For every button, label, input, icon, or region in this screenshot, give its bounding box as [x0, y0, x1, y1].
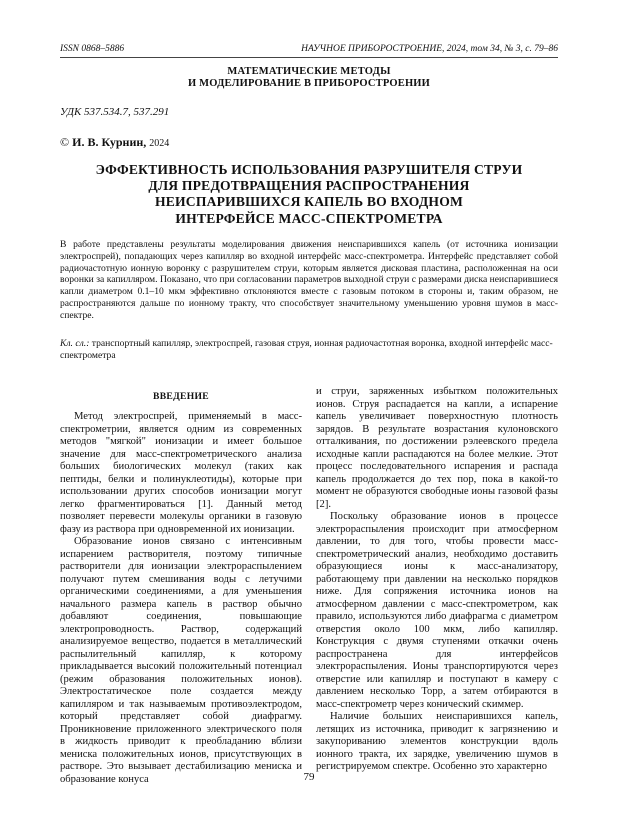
udc-code: УДК 537.534.7, 537.291	[60, 106, 170, 118]
author-year: 2024	[149, 138, 170, 149]
page-number: 79	[303, 771, 315, 783]
abstract: В работе представлены результаты моделирования движения неиспарившихся капель (от источника ионизации электроспрей), попадающих через капилляр во входной интерфейс масс-спектрометра. Интерфейс представляет собой радиочастотную ионную воронку с разрушителем струи, которым является дисковая пластина, расположенная на оси воронки за капилляром. Показано, что при согласовании параметров выходной струи с размерами диска неиспарившиеся капли диаметром 0.1–10 мкм эффективно отклоняются вместе с газовым потоком в стороны и, таким образом, не распространяются дальше по ионному тракту, что способствует значительному уменьшению уровня шумов в масс-спектре.	[60, 239, 558, 321]
header-rule	[60, 57, 558, 58]
keywords	[60, 338, 558, 362]
paragraph: и струи, заряженных избытком положительных ионов. Струя распадается на капли, а испарение капель увеличивает поверхностную плотность зарядов. В результате возрастания кулоновского отталкивания, по достижении рэлеевского предела исходные капли распадаются на более мелкие. Этот процесс последовательного испарения и распада капель продолжается до тех пор, пока в какой-то момент не образуются свободные ионы газовой фазы [2].	[316, 386, 558, 510]
copyright-icon: ©	[60, 135, 70, 149]
right-column	[316, 386, 558, 774]
section-heading-line-1: МАТЕМАТИЧЕСКИЕ МЕТОДЫ	[227, 66, 391, 77]
author-line	[60, 135, 169, 150]
paragraph: Наличие больших неиспарившихся капель, летящих из источника, приводит к загрязнению и закупориванию элементов конструкции вдоль ионного тракта, их зарядке, увеличению шумов в регистрируемом спектре. Особенно это характерно	[316, 711, 558, 772]
keywords-label: Кл. сл.:	[60, 338, 90, 349]
paragraph: Образование ионов связано с интенсивным испарением растворителя, поэтому типичные растворители для ионизации электрораспылением получают путем смешивания воды с летучими органическими соединениями, а для уменьшения начального размера капель в раствор обычно добавляют соединения, повышающие электропроводность. Раствор, содержащий анализируемое вещество, подается в металлический распылительный капилляр, к которому прикладывается высокий положительный потенциал (режим образования положительных ионов). Электростатическое поле создается между капилляром и так называемым противоэлектродом, который представляет собой диафрагму. Проникновение приложенного электрического поля в жидкость приводит к преобладанию вблизи мениска положительных ионов, присутствующих в растворе. Это вызывает дестабилизацию мениска и образование конуса	[60, 536, 302, 785]
paper-title	[70, 162, 548, 227]
introduction-heading: ВВЕДЕНИЕ	[153, 391, 209, 402]
title-line-2: ДЛЯ ПРЕДОТВРАЩЕНИЯ РАСПРОСТРАНЕНИЯ	[148, 178, 470, 194]
section-heading	[60, 66, 558, 90]
paragraph: Поскольку образование ионов в процессе электрораспыления происходит при атмосферном давлении, то для того, чтобы провести масс-спектрометрический анализ, необходимо доставить образующиеся ионы к масс-анализатору, работающему при давлении на несколько порядков ниже. Для сопряжения источника ионов на атмосферном давлении с масс-спектрометром, как правило, используются либо диафрагма с диаметром отверстия около 100 мкм, либо капилляр. Конструкция с двумя ступенями откачки очень распространена для интерфейсов электрораспыления. Ионы транспортируются через отверстие или капилляр и поступают в камеру с давлением несколько Торр, а затем отбираются в масс-спектрометр через конический скиммер.	[316, 511, 558, 710]
title-line-4: ИНТЕРФЕЙСЕ МАСС-СПЕКТРОМЕТРА	[175, 210, 443, 226]
section-heading-line-2: И МОДЕЛИРОВАНИЕ В ПРИБОРОСТРОЕНИИ	[187, 78, 431, 89]
author-name: И. В. Курнин,	[72, 135, 147, 149]
left-column	[60, 411, 302, 786]
issn-label: ISSN 0868–5886	[60, 44, 125, 54]
paragraph: Метод электроспрей, применяемый в масс-спектрометрии, является одним из современных методов "мягкой" ионизации и имеет большое значение для масс-спектрометрического анализа больших биологических молекул (таких как пептиды, белки и полинуклеотиды), которые при использовании других способов ионизации могут легко фрагментироваться [1]. Данный метод позволяет перевести молекулы органики в газовую фазу из раствора при одновременной их ионизации.	[60, 411, 302, 535]
title-line-1: ЭФФЕКТИВНОСТЬ ИСПОЛЬЗОВАНИЯ РАЗРУШИТЕЛЯ СТРУИ	[95, 162, 523, 177]
keywords-text: транспортный капилляр, электроспрей, газовая струя, ионная радиочастотная воронка, входной интерфейс масс-спектрометра	[60, 338, 553, 361]
journal-reference: НАУЧНОЕ ПРИБОРОСТРОЕНИЕ, 2024, том 34, № 3, с. 79–86	[301, 44, 558, 54]
title-line-3: НЕИСПАРИВШИХСЯ КАПЕЛЬ ВО ВХОДНОМ	[154, 194, 464, 210]
